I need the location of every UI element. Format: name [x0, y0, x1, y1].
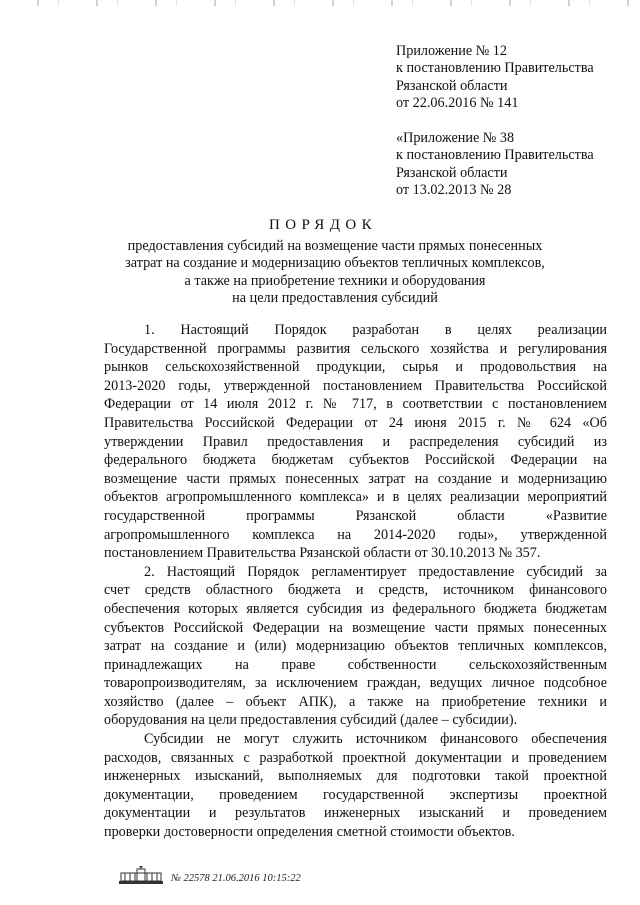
appendix-current [396, 43, 594, 112]
paragraph-line: затрат на создание и (или) модернизацию объектов тепличных комплексов, [104, 638, 607, 655]
paragraph [104, 730, 607, 842]
appendix-current-line: от 22.06.2016 № 141 [396, 94, 519, 111]
subtitle-line: предоставления субсидий на возмещение части прямых понесенных [127, 238, 543, 254]
registration-number: № 22578 21.06.2016 10:15:22 [171, 872, 301, 884]
paragraph-line: инженерных изысканий, выполняемых для подготовки такой проектной [104, 768, 607, 785]
paragraph-line: субъектов Российской Федерации на возмещение части прямых понесенных [104, 619, 607, 636]
building-logo-icon [117, 866, 165, 886]
paragraph-line: постановлением Правительства Рязанской области от 30.10.2013 № 357. [104, 545, 541, 562]
paragraph-line: оборудования на цели предоставления субсидий (далее – субсидии). [104, 712, 518, 729]
paragraph-line: расходов, связанных с разработкой проектной документации и проведением [104, 749, 607, 766]
paragraph-line: 1. Настоящий Порядок разработан в целях реализации [144, 322, 607, 338]
appendix-previous-line: «Приложение № 38 [396, 130, 515, 146]
subtitle-line: на цели предоставления субсидий [232, 289, 438, 306]
paragraph-line: 2013-2020 годы, утвержденной постановлением Правительства Российской [104, 377, 607, 394]
paragraph-line: хозяйство (далее – объект АПК), а также на приобретение техники и [104, 693, 607, 710]
document-body [104, 321, 607, 842]
registration-stamp [117, 866, 301, 886]
paragraph-line: обеспечения которых является субсидия из федерального бюджета бюджетам [104, 600, 607, 617]
document-subtitle [110, 238, 560, 307]
paragraph-line: проверки достоверности определения сметной стоимости объектов. [104, 824, 515, 841]
appendix-current-line: Приложение № 12 [396, 43, 507, 59]
appendix-previous-line: от 13.02.2013 № 28 [396, 181, 512, 198]
paragraph-line: 2. Настоящий Порядок регламентирует предоставление субсидий за [144, 563, 607, 580]
paragraph-line: Федерации от 14 июля 2012 г. № 717, в соответствии с постановлением [104, 396, 607, 413]
paragraph-line: документации и результатов инженерных изысканий и проведением [104, 805, 607, 822]
paragraph-line: Государственной программы развития сельского хозяйства и регулирования [104, 340, 607, 357]
paragraph-line: принадлежащих на праве собственности сельскохозяйственным [104, 656, 607, 673]
paragraph-line: Правительства Российской Федерации от 24 июня 2015 г. № 624 «Об [104, 414, 607, 431]
paragraph-line: товаропроизводителям, за исключением граждан, ведущих личное подсобное [104, 675, 607, 692]
paragraph-line: объектов агропромышленного комплекса» и в целях реализации мероприятий [104, 489, 607, 506]
paragraph-line: счет средств областного бюджета и средств, источником финансового [104, 582, 607, 599]
appendix-current-line: Рязанской области [396, 77, 508, 94]
appendix-previous-line: Рязанской области [396, 164, 508, 181]
scan-top-edge [0, 0, 640, 6]
paragraph-line: рынков сельскохозяйственной продукции, сырья и продовольствия на [104, 359, 607, 376]
appendix-previous [396, 130, 594, 199]
paragraph-line: утверждении Правил предоставления и распределения субсидий из [104, 433, 607, 450]
paragraph-line: государственной программы Рязанской области «Развитие [104, 507, 607, 524]
paragraph-line: документации, проведением государственной экспертизы проектной [104, 786, 607, 803]
paragraph-line: Субсидии не могут служить источником финансового обеспечения [144, 731, 607, 748]
paragraph-line: агропромышленного комплекса на 2014-2020 годы», утвержденной [104, 526, 607, 543]
document-title: ПОРЯДОК [269, 217, 377, 233]
paragraph [104, 321, 607, 563]
paragraph [104, 563, 607, 730]
subtitle-line: а также на приобретение техники и оборудования [184, 272, 486, 289]
appendix-previous-line: к постановлению Правительства [396, 147, 594, 164]
paragraph-line: федерального бюджета бюджетам субъектов Российской Федерации на [104, 452, 607, 469]
appendix-current-line: к постановлению Правительства [396, 60, 594, 77]
subtitle-line: затрат на создание и модернизацию объектов тепличных комплексов, [125, 255, 545, 272]
paragraph-line: возмещение части прямых понесенных затрат на создание и модернизацию [104, 470, 607, 487]
